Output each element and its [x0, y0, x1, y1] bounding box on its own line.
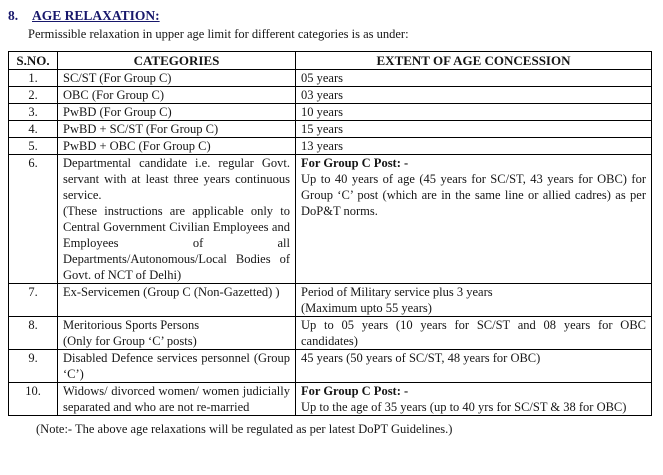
category-cell: [58, 104, 296, 121]
concession-cell: [296, 317, 652, 350]
table-row: [9, 87, 652, 104]
category-cell: [58, 350, 296, 383]
table-header-row: [9, 52, 652, 70]
sno-cell: 6.: [9, 155, 58, 284]
category-cell: [58, 155, 296, 284]
table-row: [9, 383, 652, 416]
section-number: 8.: [8, 8, 19, 23]
table-row: [9, 138, 652, 155]
category-text: Disabled Defence services personnel (Group ‘C’): [63, 351, 290, 381]
age-relaxation-table: [8, 51, 652, 416]
table-header: [9, 52, 652, 70]
sno-cell: 4.: [9, 121, 58, 138]
category-text: (These instructions are applicable only to Central Government Civilian Employees and Employees of all Departments/Autonomous/Local Bodies of Govt. of NCT of Delhi): [63, 204, 290, 282]
category-text: PwBD (For Group C): [63, 105, 172, 119]
category-text: OBC (For Group C): [63, 88, 165, 102]
category-text: (Only for Group ‘C’ posts): [63, 334, 197, 348]
concession-cell: [296, 104, 652, 121]
sno-cell: 3.: [9, 104, 58, 121]
sno-cell: 10.: [9, 383, 58, 416]
concession-cell: [296, 284, 652, 317]
category-text: PwBD + OBC (For Group C): [63, 139, 211, 153]
section-title: AGE RELAXATION:: [32, 8, 160, 23]
category-text: PwBD + SC/ST (For Group C): [63, 122, 219, 136]
section-heading: [8, 7, 651, 24]
concession-text: Up to 05 years (10 years for SC/ST and 08 years for OBC candidates): [301, 318, 646, 348]
table-row: [9, 104, 652, 121]
concession-cell: [296, 350, 652, 383]
category-cell: [58, 317, 296, 350]
sno-cell: 5.: [9, 138, 58, 155]
col-header-categories: CATEGORIES: [58, 52, 296, 70]
category-cell: [58, 70, 296, 87]
table-row: [9, 284, 652, 317]
sno-cell: 8.: [9, 317, 58, 350]
concession-cell: [296, 383, 652, 416]
concession-text: 10 years: [301, 105, 343, 119]
category-text: SC/ST (For Group C): [63, 71, 172, 85]
concession-cell: [296, 121, 652, 138]
concession-text: 45 years (50 years of SC/ST, 48 years for OBC): [301, 351, 541, 365]
concession-text: Up to the age of 35 years (up to 40 yrs for SC/ST & 38 for OBC): [301, 400, 627, 414]
category-text: Departmental candidate i.e. regular Govt. servant with at least three years continuous service.: [63, 156, 290, 202]
sno-cell: 1.: [9, 70, 58, 87]
concession-cell: [296, 87, 652, 104]
concession-text: 05 years: [301, 71, 343, 85]
note-text: (Note:- The above age relaxations will be regulated as per latest DoPT Guidelines.): [36, 422, 453, 436]
category-text: Ex-Servicemen (Group C (Non-Gazetted) ): [63, 285, 280, 299]
table-row: [9, 350, 652, 383]
category-text: Meritorious Sports Persons: [63, 318, 200, 332]
concession-text: 03 years: [301, 88, 343, 102]
table-row: [9, 317, 652, 350]
category-cell: [58, 383, 296, 416]
concession-text: 15 years: [301, 122, 343, 136]
concession-text: 13 years: [301, 139, 343, 153]
category-cell: [58, 87, 296, 104]
concession-cell: [296, 155, 652, 284]
concession-text: (Maximum upto 55 years): [301, 301, 432, 315]
category-cell: [58, 284, 296, 317]
table-row: [9, 121, 652, 138]
sno-cell: 9.: [9, 350, 58, 383]
table-row: [9, 70, 652, 87]
concession-bold-heading: For Group C Post: -: [301, 156, 409, 170]
concession-bold-heading: For Group C Post: -: [301, 384, 409, 398]
category-cell: [58, 121, 296, 138]
category-text: Widows/ divorced women/ women judicially separated and who are not re-married: [63, 384, 290, 414]
col-header-concession: EXTENT OF AGE CONCESSION: [296, 52, 652, 70]
sno-cell: 7.: [9, 284, 58, 317]
col-header-sno: S.NO.: [9, 52, 58, 70]
concession-cell: [296, 138, 652, 155]
section-subtitle: Permissible relaxation in upper age limit for different categories is as under:: [28, 27, 409, 41]
sno-cell: 2.: [9, 87, 58, 104]
category-cell: [58, 138, 296, 155]
concession-text: Up to 40 years of age (45 years for SC/ST, 43 years for OBC) for Group ‘C’ post (which are in the same line or allied cadres) as per DoP&T norms.: [301, 172, 646, 218]
concession-cell: [296, 70, 652, 87]
table-body: [9, 70, 652, 416]
concession-text: Period of Military service plus 3 years: [301, 285, 493, 299]
table-row: [9, 155, 652, 284]
